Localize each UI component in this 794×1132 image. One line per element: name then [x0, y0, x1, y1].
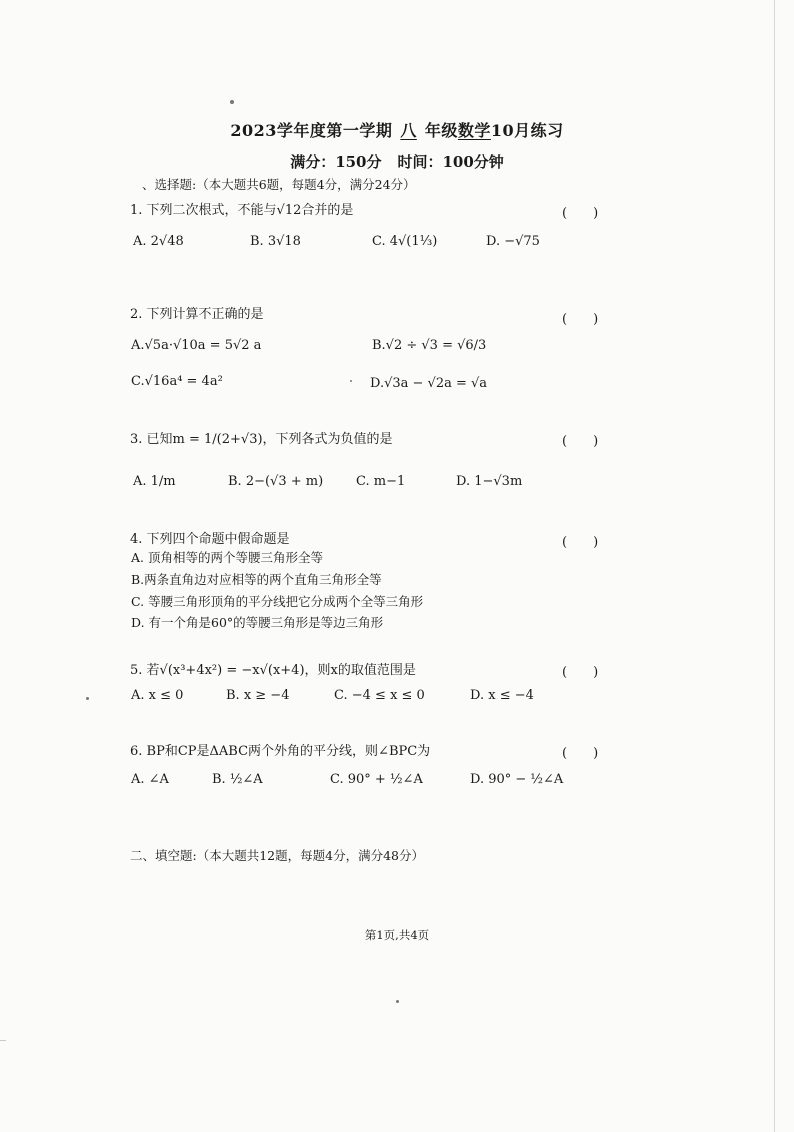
q3-option-b: B. 2−(√3 + m): [228, 474, 324, 489]
q6-stem: 6. BP和CP是ΔABC两个外角的平分线，则∠BPC为: [130, 744, 431, 759]
scan-speck: [86, 697, 89, 700]
q3-option-d: D. 1−√3m: [456, 474, 523, 489]
q2-answer-paren: ( ): [562, 312, 599, 327]
q4-stem: 4. 下列四个命题中假命题是: [130, 532, 290, 547]
exam-time: 时间：100分钟: [397, 153, 504, 171]
section2-heading: 二、填空题:（本大题共12题，每题4分，满分48分）: [130, 848, 424, 863]
q5-option-b: B. x ≥ −4: [226, 688, 290, 703]
q2-option-b: B.√2 ÷ √3 = √6/3: [372, 338, 487, 353]
q3-option-a: A. 1/m: [133, 474, 176, 489]
q4-answer-paren: ( ): [562, 535, 599, 550]
page-number: 第1页,共4页: [364, 928, 430, 942]
q1-option-d: D. −√75: [486, 234, 540, 249]
q2-stem: 2. 下列计算不正确的是: [130, 307, 264, 322]
q2-option-d: D.√3a − √2a = √a: [370, 376, 488, 391]
q3-stem: 3. 已知m = 1/(2+√3)，下列各式为负值的是: [130, 432, 393, 447]
q5-option-d: D. x ≤ −4: [470, 688, 534, 703]
q3-answer-paren: ( ): [562, 434, 599, 449]
q1-option-c: C. 4√(1⅓): [372, 234, 438, 249]
q5-stem: 5. 若√(x³+4x²) = −x√(x+4)，则x的取值范围是: [130, 663, 416, 678]
section1-heading: 、选择题:（本大题共6题，每题4分，满分24分）: [142, 177, 416, 192]
q4-option-c: C. 等腰三角形顶角的平分线把它分成两个全等三角形: [131, 594, 424, 609]
exam-title: [0, 118, 794, 141]
exam-subtitle: [0, 151, 794, 172]
q5-option-c: C. −4 ≤ x ≤ 0: [334, 688, 425, 703]
q1-option-b: B. 3√18: [250, 234, 301, 249]
title-suffix: 10月练习: [490, 121, 564, 140]
scan-edge-mark: [0, 1040, 6, 1041]
q4-option-a: A. 顶角相等的两个等腰三角形全等: [131, 550, 323, 565]
q2-option-a: A.√5a·√10a = 5√2 a: [131, 338, 262, 353]
q1-stem: 1. 下列二次根式，不能与√12合并的是: [130, 203, 354, 218]
scan-speck: [396, 1000, 399, 1003]
q5-answer-paren: ( ): [562, 665, 599, 680]
q4-option-d: D. 有一个角是60°的等腰三角形是等边三角形: [131, 615, 384, 630]
grade-blank: 八: [400, 121, 417, 140]
q6-option-c: C. 90° + ½∠A: [330, 772, 423, 787]
q1-option-a: A. 2√48: [133, 234, 184, 249]
q1-answer-paren: ( ): [562, 206, 599, 221]
q2-option-c: C.√16a⁴ = 4a²: [131, 374, 223, 389]
full-score: 满分：150分: [290, 153, 382, 171]
scan-speck: [350, 380, 352, 382]
q5-option-a: A. x ≤ 0: [131, 688, 184, 703]
q6-option-a: A. ∠A: [131, 772, 169, 787]
subject-name: 数学: [457, 121, 491, 140]
grade-suffix: 年级: [424, 121, 458, 140]
q3-option-c: C. m−1: [356, 474, 406, 489]
q6-answer-paren: ( ): [562, 746, 599, 761]
title-prefix: 2023学年度第一学期: [230, 121, 393, 140]
q6-option-b: B. ½∠A: [212, 772, 263, 787]
scan-speck: [230, 100, 234, 104]
q4-option-b: B.两条直角边对应相等的两个直角三角形全等: [131, 572, 382, 587]
q6-option-d: D. 90° − ½∠A: [470, 772, 564, 787]
